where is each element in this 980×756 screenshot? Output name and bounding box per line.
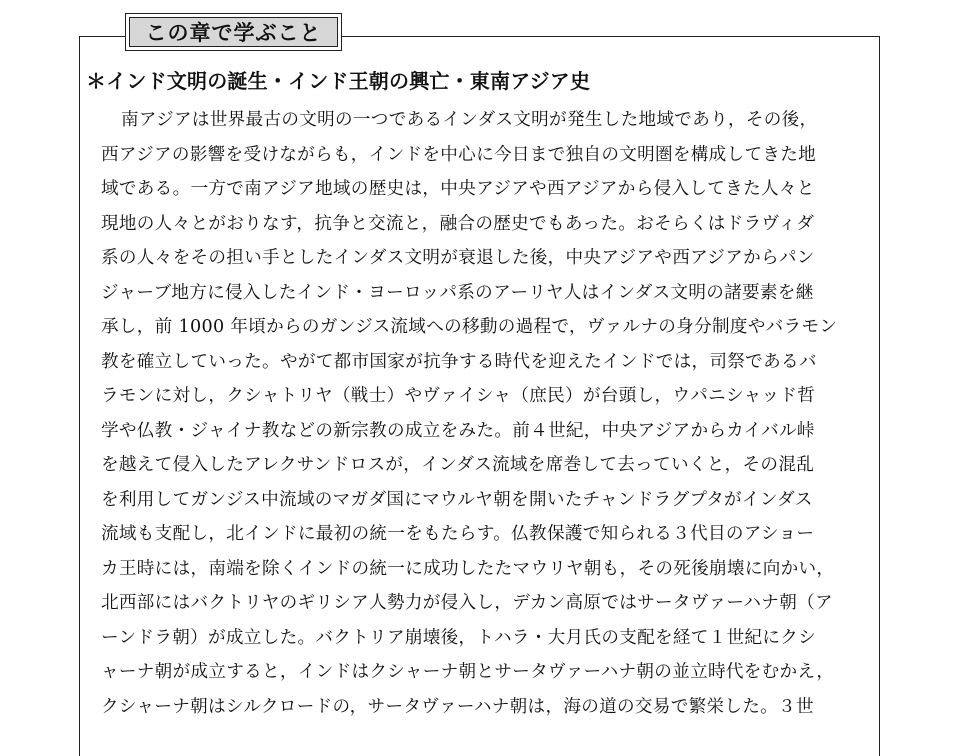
paragraph-line: 西アジアの影響を受けながらも，インドを中心に今日まで独自の文明圏を構成してきた地 [101,144,817,165]
section-badge [125,13,342,51]
body-paragraph [101,103,873,724]
paragraph-line: 教を確立していった。やがて都市国家が抗争する時代を迎えたインドでは，司祭であるバ [101,351,817,372]
paragraph-line: 系の人々をその担い手としたインダス文明が衰退した後，中央アジアや西アジアからパン [101,248,815,268]
paragraph-line: ジャーブ地方に侵入したインド・ヨーロッパ系のアーリヤ人はインダス文明の諸要素を継 [101,282,814,303]
paragraph-line: を越えて侵入したアレクサンドロスが，インダス流域を席巻して去っていくと，その混乱 [101,455,815,475]
paragraph-line: 北西部にはバクトリヤのギリシア人勢力が侵入し，デカン高原ではサータヴァーハナ朝（ア [101,593,833,613]
paragraph-line: 流域も支配し，北インドに最初の統一をもたらす。仏教保護で知られる３代目のアショー [101,524,815,544]
paragraph-line: ーンドラ朝）が成立した。バクトリア崩壊後，トハラ・大月氏の支配を経て１世紀にクシ [101,627,817,648]
paragraph-line: 承し，前 1000 年頃からのガンジス流域への移動の過程で，ヴァルナの身分制度やバラモン [101,317,838,337]
paragraph-line: 南アジアは世界最古の文明の一つであるインダス文明が発生した地域であり，その後， [121,110,818,130]
paragraph-line: クシャーナ朝はシルクロードの，サータヴァーハナ朝は，海の道の交易で繁栄した。３世 [101,696,814,717]
paragraph-line: 現地の人々とがおりなす，抗争と交流と，融合の歴史でもあった。おそらくはドラヴィダ [101,213,815,234]
paragraph-line: ラモンに対し，クシャトリヤ（戦士）やヴァイシャ（庶民）が台頭し，ウパニシャッド哲 [101,386,816,406]
paragraph-line: カ王時には，南端を除くインドの統一に成功したたマウリヤ朝も，その死後崩壊に向かい， [101,558,835,579]
paragraph-line: 域である。一方で南アジア地域の歴史は，中央アジアや西アジアから侵入してきた人々と [101,179,815,199]
paragraph-line: ャーナ朝が成立すると，インドはクシャーナ朝とサータヴァーハナ朝の並立時代をむかえ， [101,662,835,682]
paragraph-line: を利用してガンジス中流域のマガダ国にマウルヤ朝を開いたチャンドラグプタがインダス [101,489,813,510]
section-heading: ＊インド文明の誕生・インド王朝の興亡・東南アジア史 [86,69,591,93]
paragraph-line: 学や仏教・ジャイナ教などの新宗教の成立をみた。前４世紀，中央アジアからカイバル峠 [101,420,815,441]
section-badge-label: この章で学ぶこと [129,17,338,47]
